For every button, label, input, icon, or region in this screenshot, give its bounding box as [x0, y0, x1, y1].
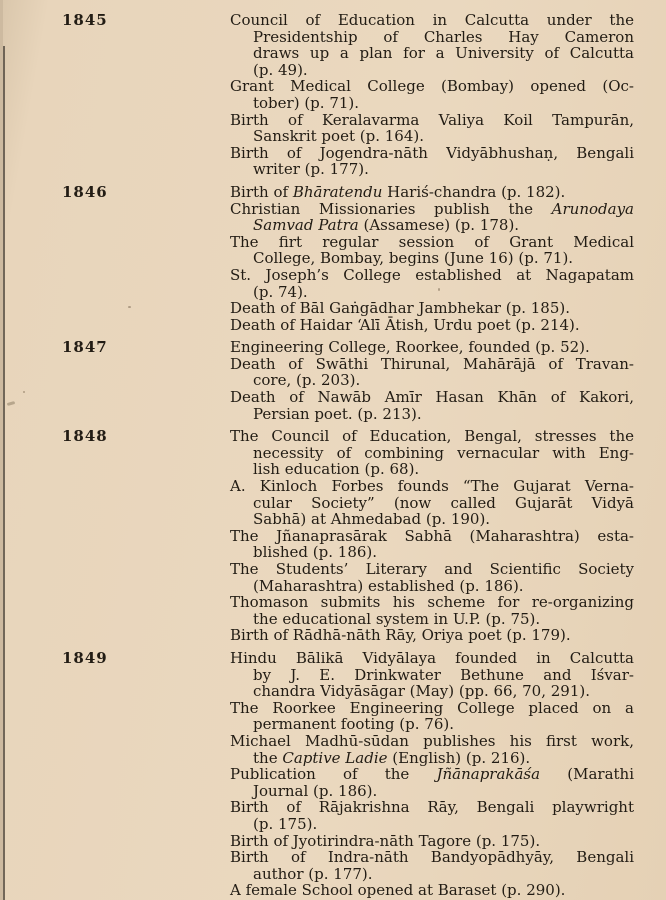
plain-text: (Assamese) (p. 178). [358, 216, 520, 235]
entry-line [230, 284, 634, 301]
plain-text: St. Joseph’s College established at Nagapatam [230, 265, 634, 284]
entry-line [230, 217, 634, 234]
timeline-entry [230, 317, 634, 334]
timeline-section-1847 [0, 339, 666, 422]
plain-text: The Council of Education, Bengal, stresses the [230, 427, 634, 446]
italic-text: Bhāratendu [292, 182, 383, 201]
entry-line [230, 428, 634, 445]
timeline-entry [230, 849, 634, 882]
entry-line [230, 627, 634, 644]
entry-line [230, 594, 634, 611]
plain-text: Death of Swāthi Thirunal, Mahārājā of Travan- [230, 354, 634, 373]
timeline-section-1849 [0, 650, 666, 899]
year-cell [0, 650, 230, 899]
entry-line [230, 611, 634, 628]
plain-text: Journal (p. 186). [253, 781, 378, 800]
year-label: 1849 [62, 648, 108, 667]
plain-text: chandra Vidyāsāgar (May) (pp. 66, 70, 291). [253, 682, 590, 701]
plain-text: core, (p. 203). [253, 371, 361, 390]
timeline-entry [230, 12, 634, 78]
plain-text: Death of Bāl Gaṅgādhar Jambhekar (p. 185). [230, 299, 570, 318]
timeline-entry [230, 766, 634, 799]
plain-text: Death of Haidar ‘Alī Ātish, Urdu poet (p. 214). [230, 315, 580, 334]
timeline-entry [230, 650, 634, 700]
year-label: 1848 [62, 427, 108, 446]
entry-line [230, 356, 634, 373]
entries-column [230, 339, 634, 422]
timeline-entry [230, 528, 634, 561]
entry-line [230, 250, 634, 267]
entry-line [230, 683, 634, 700]
entry-line [230, 799, 634, 816]
plain-text: the [253, 748, 283, 767]
entry-line [230, 750, 634, 767]
entry-line [230, 561, 634, 578]
plain-text: Publication of the [230, 765, 437, 784]
plain-text: Michael Madhū-sūdan publishes his first work, [230, 731, 634, 750]
year-cell [0, 12, 230, 178]
entry-line [230, 667, 634, 684]
timeline-section-1846 [0, 184, 666, 333]
plain-text: The Jñanaprasārak Sabhā (Maharashtra) esta- [230, 526, 634, 545]
entry-line [230, 528, 634, 545]
entry-line [230, 128, 634, 145]
plain-text: Grant Medical College (Bombay) opened (Oc- [230, 77, 634, 96]
plain-text: (Maharashtra) established (p. 186). [253, 576, 524, 595]
plain-text: writer (p. 177). [253, 160, 369, 179]
entry-line [230, 766, 634, 783]
year-label: 1845 [62, 11, 108, 29]
entry-line [230, 700, 634, 717]
plain-text: the educational system in U.P. (p. 75). [253, 609, 541, 628]
timeline-entry [230, 112, 634, 145]
plain-text: Death of Nawāb Amīr Hasan Khān of Kakori, [230, 388, 634, 407]
plain-text: tober) (p. 71). [253, 93, 360, 112]
entries-column [230, 650, 634, 899]
entry-line [230, 733, 634, 750]
entry-line [230, 833, 634, 850]
timeline-entry [230, 700, 634, 733]
plain-text: The Roorkee Engineering College placed on a [230, 698, 634, 717]
entry-line [230, 544, 634, 561]
entry-line [230, 184, 634, 201]
plain-text: The Students’ Literary and Scientific Society [230, 560, 634, 578]
plain-text: Hindu Bālikā Vidyālaya founded in Calcutta [230, 648, 634, 667]
entry-line [230, 849, 634, 866]
plain-text: Sabhā) at Ahmedabad (p. 190). [253, 510, 491, 529]
plain-text: by J. E. Drinkwater Bethune and Iśvar- [253, 665, 634, 684]
entries-column [230, 428, 634, 644]
entry-line [230, 406, 634, 423]
plain-text: cular Society” (now called Gujarāt Vidyā [253, 493, 634, 512]
year-cell [0, 339, 230, 422]
timeline-entry [230, 184, 634, 201]
entry-line [230, 29, 634, 46]
plain-text: draws up a plan for a University of Calcutta [253, 44, 634, 63]
entries-column [230, 12, 634, 178]
timeline-entry [230, 145, 634, 178]
timeline-entry [230, 882, 634, 899]
plain-text: (p. 175). [253, 814, 318, 833]
timeline-entry [230, 627, 634, 644]
entry-line [230, 300, 634, 317]
entry-line [230, 12, 634, 29]
timeline-entry [230, 201, 634, 234]
timeline-entry [230, 339, 634, 356]
plain-text: Presidentship of Charles Hay Cameron [253, 27, 634, 46]
timeline-entry [230, 733, 634, 766]
plain-text: Sanskrit poet (p. 164). [253, 127, 424, 146]
entry-line [230, 445, 634, 462]
plain-text: blished (p. 186). [253, 543, 378, 562]
timeline-section-1845 [0, 12, 666, 178]
entry-line [230, 145, 634, 162]
entry-line [230, 816, 634, 833]
timeline-section-1848 [0, 428, 666, 644]
plain-text: Council of Education in Calcutta under the [230, 11, 634, 29]
entry-line [230, 339, 634, 356]
plain-text: (p. 74). [253, 282, 308, 301]
timeline-entry [230, 267, 634, 300]
year-label: 1847 [62, 338, 108, 357]
entry-line [230, 866, 634, 883]
entry-line [230, 62, 634, 79]
entry-line [230, 478, 634, 495]
timeline-entry [230, 594, 634, 627]
timeline-entry [230, 389, 634, 422]
plain-text: Birth of Indra-nāth Bandyopādhyāy, Bengali [230, 848, 634, 867]
plain-text: lish education (p. 68). [253, 460, 420, 479]
year-label: 1846 [62, 182, 108, 201]
plain-text: (Marathi [540, 765, 634, 784]
plain-text: Thomason submits his scheme for re-organizing [230, 593, 634, 612]
plain-text: author (p. 177). [253, 864, 373, 883]
entry-line [230, 372, 634, 389]
timeline-entry [230, 799, 634, 832]
entry-line [230, 461, 634, 478]
plain-text: Birth of Rādhā-nāth Rāy, Oriya poet (p. 179). [230, 626, 571, 645]
plain-text: (English) (p. 216). [387, 748, 531, 767]
entries-column [230, 184, 634, 333]
plain-text: Birth of Jyotirindra-nāth Tagore (p. 175). [230, 831, 541, 850]
timeline-entry [230, 833, 634, 850]
entry-line [230, 201, 634, 218]
entry-line [230, 783, 634, 800]
plain-text: Birth of Jogendra-nāth Vidyābhushaṇ, Bengali [230, 143, 634, 162]
timeline-entry [230, 234, 634, 267]
year-cell [0, 428, 230, 644]
plain-text: Birth of Rājakrishna Rāy, Bengali playwright [230, 798, 634, 817]
year-cell [0, 184, 230, 333]
entry-line [230, 78, 634, 95]
plain-text: Hariś-chandra (p. 182). [382, 182, 566, 201]
entry-line [230, 112, 634, 129]
entry-line [230, 495, 634, 512]
entry-line [230, 650, 634, 667]
timeline-entry [230, 356, 634, 389]
timeline-entry [230, 478, 634, 528]
entry-line [230, 716, 634, 733]
plain-text: College, Bombay, begins (June 16) (p. 71). [253, 249, 574, 268]
italic-text: Arunodaya [551, 199, 634, 218]
plain-text: Birth of Keralavarma Valiya Koil Tampurān, [230, 110, 634, 129]
plain-text: The firt regular session of Grant Medical [230, 232, 634, 251]
entry-line [230, 578, 634, 595]
italic-text: Jñānaprakāśa [436, 765, 541, 784]
plain-text: (p. 49). [253, 60, 308, 79]
entry-line [230, 389, 634, 406]
timeline-entry [230, 561, 634, 594]
entry-line [230, 161, 634, 178]
timeline-entry [230, 78, 634, 111]
plain-text: Birth of [230, 182, 293, 201]
timeline-entry [230, 428, 634, 478]
entry-line [230, 95, 634, 112]
entry-line [230, 882, 634, 899]
entry-line [230, 234, 634, 251]
entry-line [230, 267, 634, 284]
plain-text: Persian poet. (p. 213). [253, 404, 422, 423]
plain-text: necessity of combining vernacular with Eng- [253, 443, 634, 462]
entry-line [230, 45, 634, 62]
plain-text: A. Kinloch Forbes founds “The Gujarat Verna- [230, 477, 634, 496]
timeline-entry [230, 300, 634, 317]
plain-text: Christian Missionaries publish the [230, 199, 552, 218]
italic-text: Captive Ladie [282, 748, 388, 767]
entry-line [230, 511, 634, 528]
italic-text: Samvad Patra [253, 216, 359, 235]
plain-text: permanent footing (p. 76). [253, 715, 454, 734]
plain-text: Engineering College, Roorkee, founded (p. 52). [230, 338, 590, 357]
plain-text: A female School opened at Baraset (p. 290). [230, 881, 566, 900]
entry-line [230, 317, 634, 334]
